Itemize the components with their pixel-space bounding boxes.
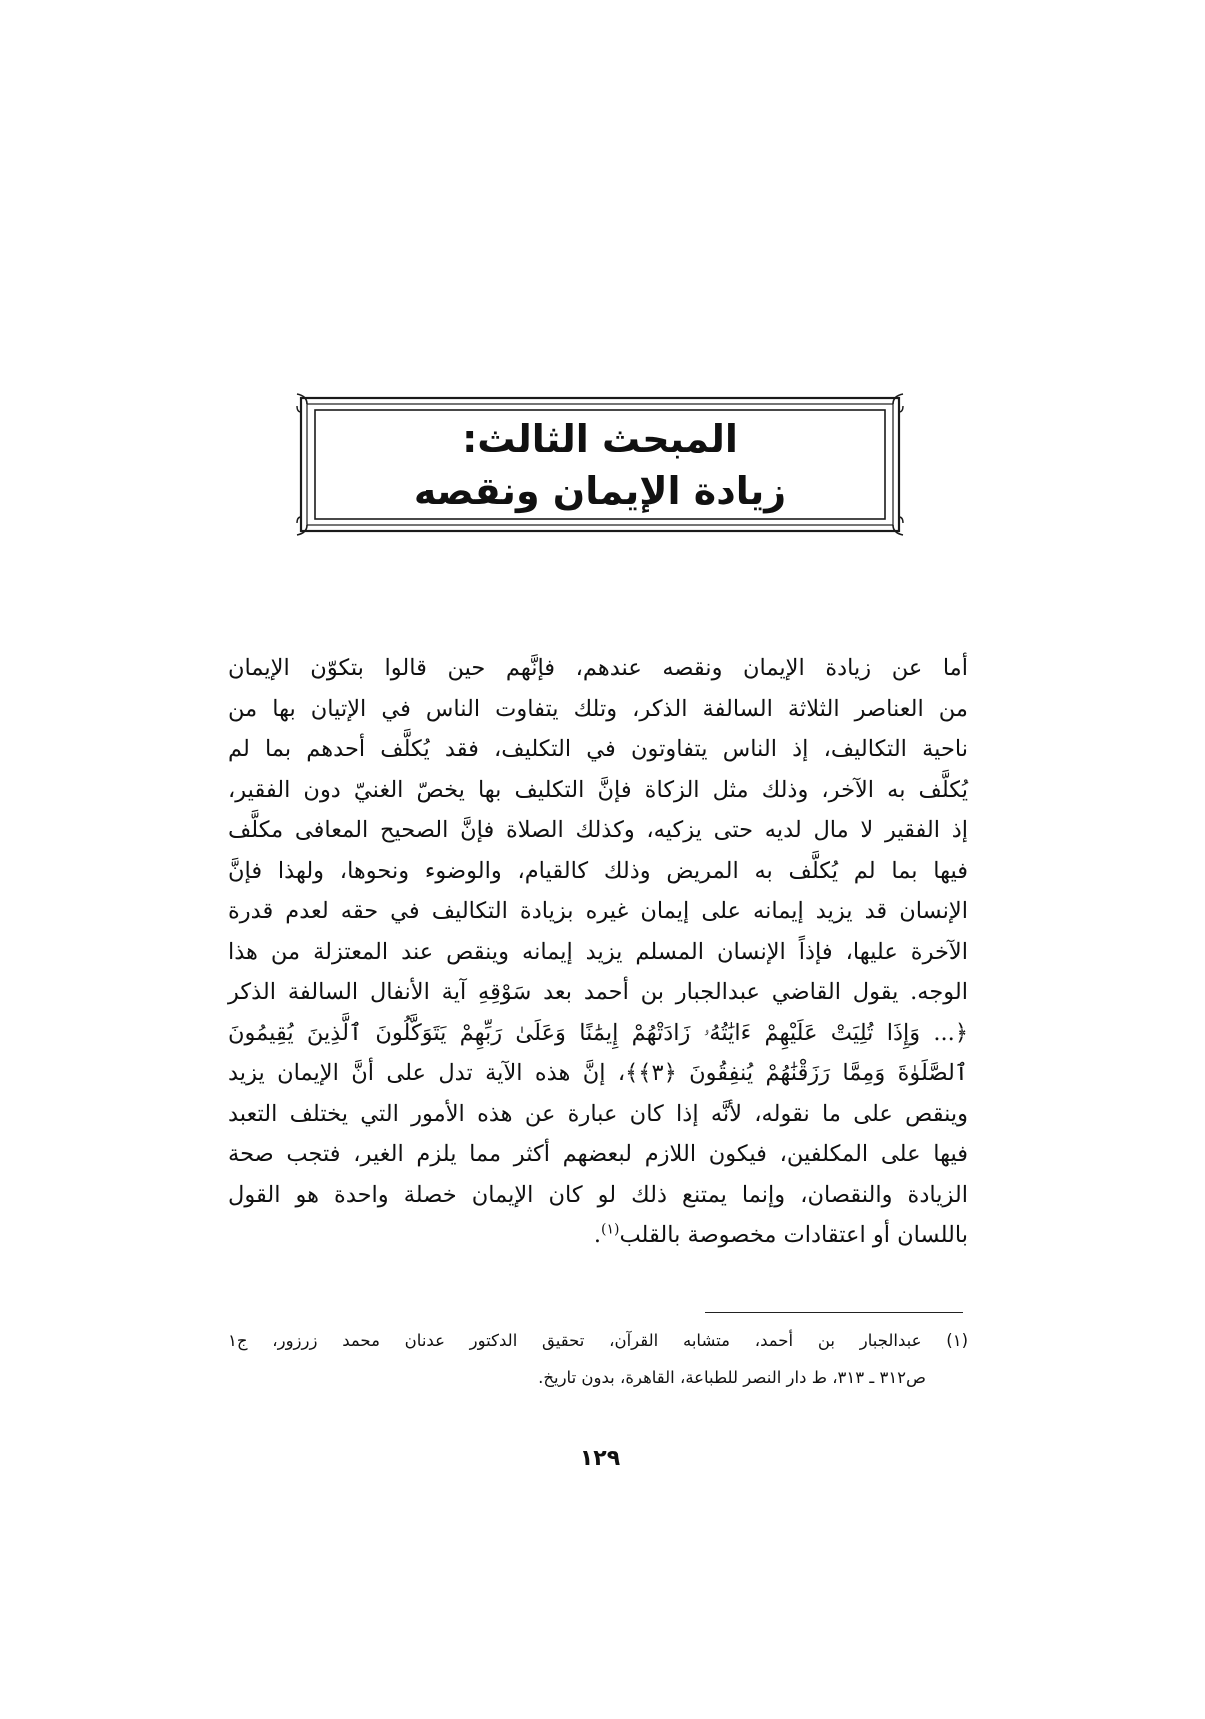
body-line: من العناصر الثلاثة السالفة الذكر، وتلك يتفاوت الناس في الإتيان بها من — [228, 695, 968, 722]
quran-verse-line: ﴿... وَإِذَا تُلِيَتْ عَلَيْهِمْ ءَايَٰتُهُۥ زَادَتْهُمْ إِيمَٰنًا وَعَلَىٰ رَبِّهِمْ يَتَوَكَّلُونَ ٱلَّذِينَ يُقِيمُونَ — [228, 1019, 968, 1046]
quran-verse-line: ٱلصَّلَوٰةَ وَمِمَّا رَزَقْنَٰهُمْ يُنفِقُونَ ﴿٣﴾﴾، إنَّ هذه الآية تدل على أنَّ الإيمان يزيد — [228, 1060, 968, 1086]
body-line: فيها على المكلفين، فيكون اللازم لبعضهم أكثر مما يلزم الغير، فتجب صحة — [228, 1141, 968, 1167]
body-line: ناحية التكاليف، إذ الناس يتفاوتون في التكليف، فقد يُكلَّف أحدهم بما لم — [228, 736, 968, 762]
footnote-separator — [705, 1312, 963, 1313]
body-line-text: باللسان أو اعتقادات مخصوصة بالقلب — [619, 1222, 968, 1248]
body-line: الزيادة والنقصان، وإنما يمتنع ذلك لو كان الإيمان خصلة واحدة هو القول — [228, 1181, 968, 1208]
body-last-line — [228, 1215, 968, 1256]
body-line: الإنسان قد يزيد إيمانه على إيمان غيره بزيادة التكاليف في حقه لعدم قدرة — [228, 898, 968, 924]
chapter-heading-frame — [295, 392, 905, 537]
body-paragraph — [228, 648, 968, 1256]
sentence-end: . — [593, 1222, 601, 1248]
body-line: وينقص على ما نقوله، لأنَّه إذا كان عبارة عن هذه الأمور التي يختلف التعبد — [228, 1100, 968, 1127]
body-line: يُكلَّف به الآخر، وذلك مثل الزكاة فإنَّ التكليف بها يخصّ الغنيّ دون الفقير، — [228, 776, 968, 803]
body-line: الآخرة عليها، فإذاً الإنسان المسلم يزيد إيمانه وينقص عند المعتزلة من هذا — [228, 938, 968, 965]
page-number: ١٢٩ — [579, 1446, 621, 1471]
chapter-heading-line-1: المبحث الثالث: — [462, 416, 738, 461]
body-line: الوجه. يقول القاضي عبدالجبار بن أحمد بعد سَوْقِهِ آية الأنفال السالفة الذكر — [228, 979, 968, 1005]
body-line: أما عن زيادة الإيمان ونقصه عندهم، فإنَّهم حين قالوا بتكوّن الإيمان — [228, 655, 968, 681]
footnote-line-2: ص٣١٢ ـ ٣١٣، ط دار النصر للطباعة، القاهرة، بدون تاريخ. — [538, 1368, 926, 1387]
chapter-heading-line-2: زيادة الإيمان ونقصه — [413, 468, 787, 513]
footnote-reference: (١) — [601, 1221, 620, 1238]
body-line: فيها بما لم يُكلَّف به المريض وذلك كالقيام، والوضوء ونحوها، ولهذا فإنَّ — [228, 857, 968, 884]
footnote — [228, 1322, 968, 1396]
body-line: إذ الفقير لا مال لديه حتى يزكيه، وكذلك الصلاة فإنَّ الصحيح المعافى مكلَّف — [228, 817, 968, 843]
footnote-line-1: (١) عبدالجبار بن أحمد، متشابه القرآن، تحقيق الدكتور عدنان محمد زرزور، ج١ — [228, 1331, 968, 1350]
